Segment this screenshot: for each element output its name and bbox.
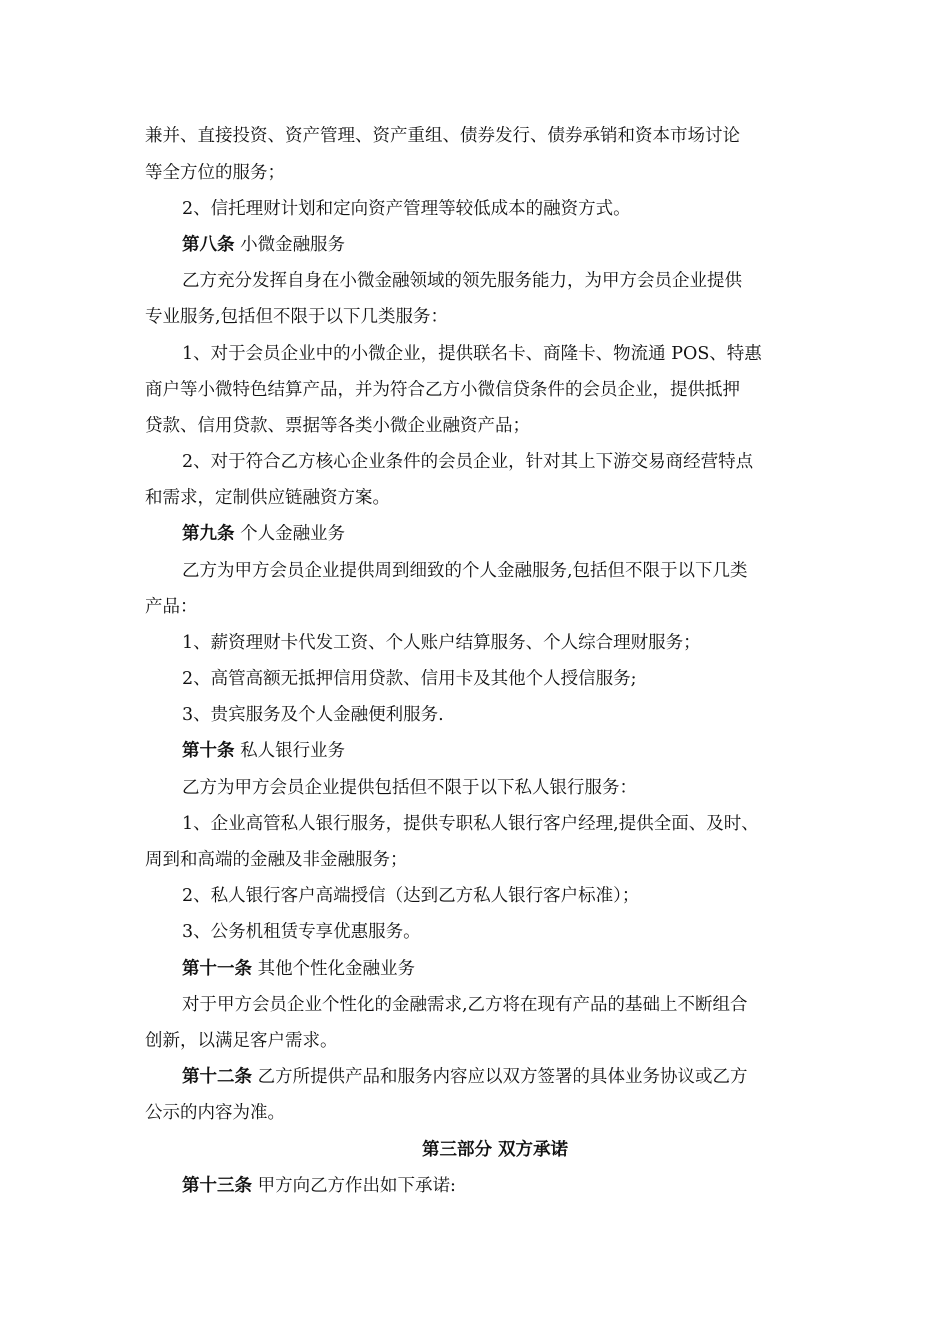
body-line: 创新，以满足客户需求。 — [145, 1031, 338, 1051]
body-line: 兼并、直接投资、资产管理、资产重组、债券发行、债券承销和资本市场讨论 — [145, 126, 740, 146]
article-title: 个人金融业务 — [234, 524, 346, 544]
body-line: 2、信托理财计划和定向资产管理等较低成本的融资方式。 — [182, 199, 631, 219]
article-text: 甲方向乙方作出如下承诺: — [252, 1176, 456, 1196]
article-title: 私人银行业务 — [234, 741, 346, 761]
article-heading-13 — [182, 1175, 456, 1197]
body-line: 周到和高端的金融及非金融服务； — [145, 850, 408, 870]
article-title: 其他个性化金融业务 — [252, 959, 416, 979]
article-number: 第九条 — [182, 524, 235, 544]
body-line: 1、企业高管私人银行服务，提供专职私人银行客户经理,提供全面、及时、 — [182, 814, 759, 834]
body-line: 公示的内容为准。 — [145, 1103, 285, 1123]
article-heading-10 — [182, 740, 345, 762]
article-heading-8 — [182, 234, 345, 256]
body-line: 乙方为甲方会员企业提供周到细致的个人金融服务,包括但不限于以下几类 — [182, 561, 748, 581]
body-line: 3、贵宾服务及个人金融便利服务. — [182, 705, 444, 725]
body-line: 等全方位的服务； — [145, 163, 285, 183]
part-heading: 第三部分 双方承诺 — [421, 1140, 569, 1160]
body-line: 3、公务机租赁专享优惠服务。 — [182, 922, 421, 942]
article-number: 第十二条 — [182, 1067, 252, 1087]
body-line: 产品： — [145, 597, 198, 617]
body-line: 对于甲方会员企业个性化的金融需求,乙方将在现有产品的基础上不断组合 — [182, 995, 748, 1015]
body-line: 2、私人银行客户高端授信（达到乙方私人银行客户标准）； — [182, 886, 640, 906]
body-line: 2、对于符合乙方核心企业条件的会员企业，针对其上下游交易商经营特点 — [182, 452, 754, 472]
body-line: 1、薪资理财卡代发工资、个人账户结算服务、个人综合理财服务； — [182, 633, 701, 653]
article-title: 小微金融服务 — [234, 235, 346, 255]
article-number: 第十一条 — [182, 959, 252, 979]
body-line: 乙方充分发挥自身在小微金融领域的领先服务能力，为甲方会员企业提供 — [182, 271, 742, 291]
article-number: 第十条 — [182, 741, 235, 761]
body-line: 1、对于会员企业中的小微企业，提供联名卡、商隆卡、物流通 POS、特惠 — [182, 344, 762, 364]
body-line: 和需求，定制供应链融资方案。 — [145, 488, 390, 508]
article-heading-12 — [182, 1066, 748, 1088]
body-line: 贷款、信用贷款、票据等各类小微企业融资产品； — [145, 416, 530, 436]
article-number: 第十三条 — [182, 1176, 252, 1196]
article-text: 乙方所提供产品和服务内容应以双方签署的具体业务协议或乙方 — [252, 1067, 748, 1087]
article-heading-9 — [182, 523, 345, 545]
article-heading-11 — [182, 958, 415, 980]
body-line: 商户等小微特色结算产品，并为符合乙方小微信贷条件的会员企业，提供抵押 — [145, 380, 740, 400]
article-number: 第八条 — [182, 235, 235, 255]
body-line: 2、高管高额无抵押信用贷款、信用卡及其他个人授信服务; — [182, 669, 637, 689]
body-line: 专业服务,包括但不限于以下几类服务： — [145, 307, 449, 327]
body-line: 乙方为甲方会员企业提供包括但不限于以下私人银行服务： — [182, 778, 637, 798]
